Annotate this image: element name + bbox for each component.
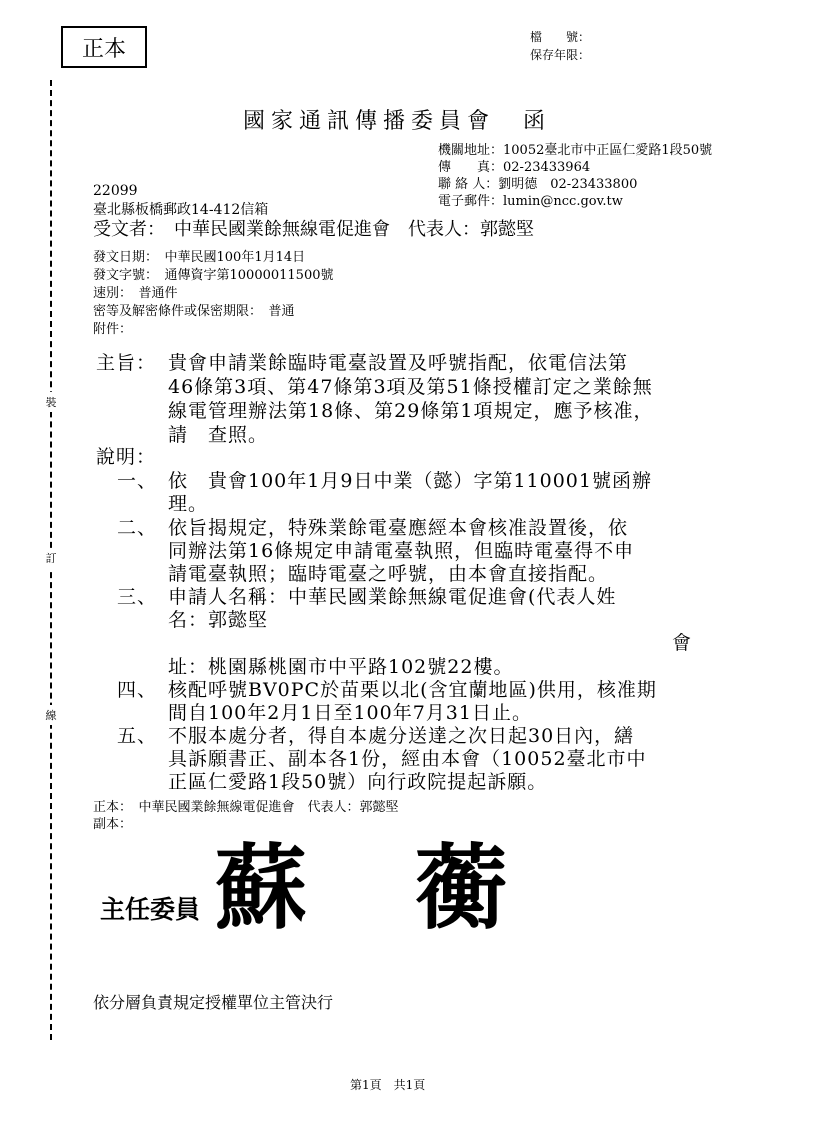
delegation-note: 依分層負責規定授權單位主管決行	[93, 993, 334, 1012]
item-line: 具訴願書正、副本各1份，經由本會（10052臺北市中	[168, 748, 647, 770]
subject-line: 請 查照。	[168, 424, 269, 446]
item-line: 理。	[168, 493, 209, 515]
agency-fax-value: 02-23433964	[503, 160, 591, 175]
item-line: 同辦法第16條規定申請電臺執照，但臨時電臺得不申	[168, 540, 635, 562]
item-number: 五、	[117, 725, 158, 747]
binding-mark-ding: 訂	[42, 548, 60, 568]
subject-line: 線電管理辦法第18條、第29條第1項規定，應予核准，	[168, 400, 654, 422]
binding-mark-zhuang: 裝	[42, 392, 60, 412]
attachment: 附件：	[93, 322, 133, 337]
subject-label: 主旨：	[96, 352, 157, 374]
item-line: 正區仁愛路1段50號）向行政院提起訴願。	[168, 771, 548, 793]
item-line: 址：桃園縣桃園市中平路102號22樓。	[168, 656, 514, 678]
subject-line: 46條第3項、第47條第3項及第51條授權訂定之業餘無	[168, 376, 653, 398]
retention-period-label: 保存年限：	[530, 48, 591, 62]
explanation-label: 說明：	[96, 446, 157, 468]
page-info: 第1頁 共1頁	[350, 1078, 426, 1092]
file-number-label: 檔 號：	[530, 30, 591, 44]
document-title: 國家通訊傳播委員會 函	[243, 109, 552, 134]
item-line: 核配呼號BV0PC於苗栗以北(含宜蘭地區)供用，核准期	[168, 679, 657, 701]
agency-email-label: 電子郵件：	[438, 194, 504, 209]
document-number: 發文字號： 通傳資字第10000011500號	[93, 268, 334, 283]
agency-address-value: 10052臺北市中正區仁愛路1段50號	[503, 143, 713, 158]
original-copy-recipient: 正本： 中華民國業餘無線電促進會 代表人：郭懿堅	[93, 800, 399, 815]
delivery-speed: 速別： 普通件	[93, 286, 178, 301]
issue-date: 發文日期： 中華民國100年1月14日	[93, 250, 306, 265]
item-line: 依旨揭規定，特殊業餘電臺應經本會核准設置後，依	[168, 517, 629, 539]
postal-code: 22099	[93, 183, 138, 199]
item-line: 依 貴會100年1月9日中業（懿）字第110001號函辦	[168, 470, 652, 492]
binding-mark-xian: 線	[42, 705, 60, 725]
agency-contact-label: 聯 絡 人：	[438, 177, 499, 192]
item-line: 不服本處分者，得自本處分送達之次日起30日內，繕	[168, 725, 635, 747]
duplicate-copy-recipient: 副本：	[93, 817, 133, 832]
item-number: 二、	[117, 517, 158, 539]
item-number: 一、	[117, 470, 158, 492]
signature-name: 蘇 蘅	[215, 834, 516, 942]
original-copy-stamp: 正本	[61, 26, 147, 68]
signatory-title: 主任委員	[100, 895, 201, 924]
recipient: 受文者： 中華民國業餘無線電促進會 代表人：郭懿堅	[93, 219, 534, 240]
item-line: 會	[672, 632, 693, 654]
security-level: 密等及解密條件或保密期限： 普通	[93, 304, 295, 319]
agency-contact-value: 劉明德 02-23433800	[498, 177, 638, 192]
item-number: 四、	[117, 679, 158, 701]
subject-line: 貴會申請業餘臨時電臺設置及呼號指配，依電信法第	[168, 352, 629, 374]
item-line: 間自100年2月1日至100年7月31日止。	[168, 702, 532, 724]
item-number: 三、	[117, 586, 158, 608]
agency-email-value: lumin@ncc.gov.tw	[503, 194, 623, 209]
item-line: 名：郭懿堅	[168, 609, 269, 631]
agency-fax-label: 傳 真：	[438, 160, 504, 175]
postal-address: 臺北縣板橋郵政14-412信箱	[93, 202, 269, 218]
agency-email	[438, 190, 623, 209]
item-line: 請電臺執照；臨時電臺之呼號，由本會直接指配。	[168, 563, 609, 585]
agency-address-label: 機關地址：	[438, 143, 504, 158]
item-line: 申請人名稱：中華民國業餘無線電促進會(代表人姓	[168, 586, 617, 608]
